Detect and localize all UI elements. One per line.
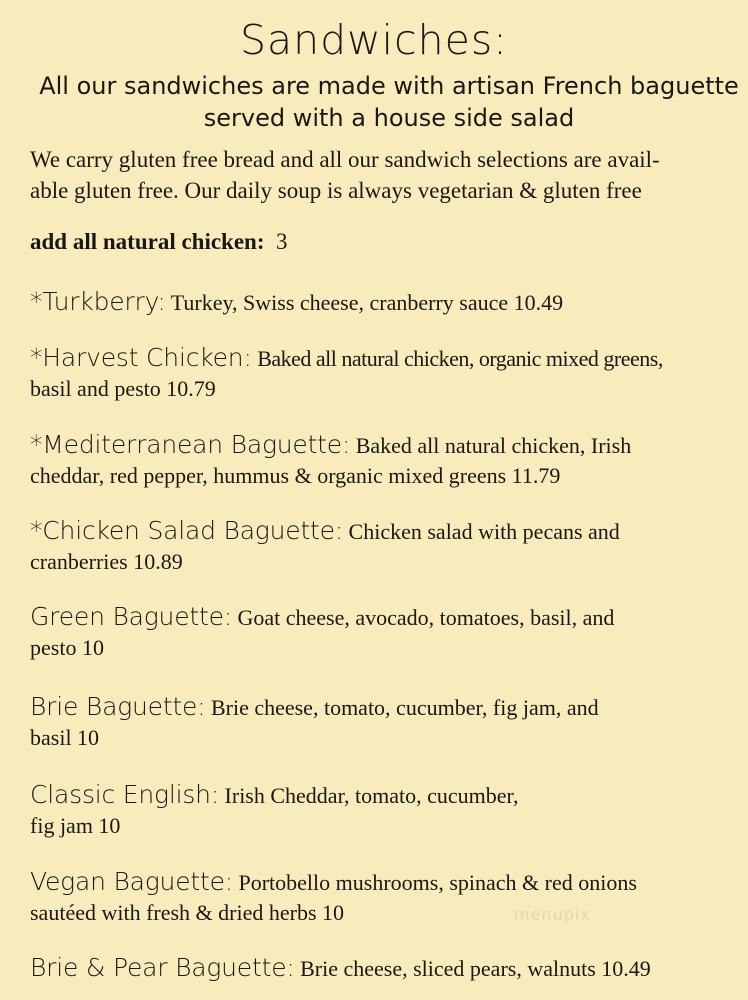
item-description: Baked all natural chicken, organic mixed greens,: [257, 346, 663, 371]
menu-item-green-baguette: [30, 602, 726, 663]
item-name: Green Baguette:: [30, 602, 232, 631]
item-name: *Mediterranean Baguette:: [30, 430, 351, 459]
add-chicken-label: add all natural chicken:: [30, 229, 265, 254]
subtitle: [0, 70, 748, 134]
item-description-cont: cranberries 10.89: [30, 549, 183, 574]
item-name: Brie Baguette:: [30, 692, 206, 721]
item-description-cont: sautéed with fresh & dried herbs 10: [30, 900, 345, 925]
item-description-cont: cheddar, red pepper, hummus & organic mixed greens 11.79: [30, 463, 561, 488]
menu-item-classic-english: [30, 780, 726, 841]
item-description-cont: basil 10: [30, 725, 100, 750]
item-name: *Harvest Chicken:: [30, 343, 252, 372]
item-name: Brie & Pear Baguette:: [30, 953, 295, 982]
item-description: Baked all natural chicken, Irish: [355, 433, 632, 458]
watermark: menupix: [514, 905, 591, 924]
menu-item-turkberry: [30, 287, 726, 318]
menu-item-brie-baguette: [30, 692, 726, 753]
menu-item-brie-pear-baguette: [30, 953, 726, 984]
item-description: Chicken salad with pecans and: [348, 519, 620, 544]
item-description: Goat cheese, avocado, tomatoes, basil, and: [237, 605, 615, 630]
subtitle-line-1: All our sandwiches are made with artisan French baguette: [39, 72, 739, 100]
item-description-cont: basil and pesto 10.79: [30, 376, 216, 401]
item-description-cont: fig jam 10: [30, 813, 121, 838]
page-title: Sandwiches:: [239, 16, 508, 64]
item-name: *Chicken Salad Baguette:: [30, 516, 344, 545]
item-name: Classic English:: [30, 780, 220, 809]
add-chicken-price: 3: [276, 229, 288, 254]
intro-line-1: We carry gluten free bread and all our sandwich selections are avail-: [30, 147, 660, 172]
item-description: Brie cheese, sliced pears, walnuts 10.49: [300, 956, 651, 981]
item-description-cont: pesto 10: [30, 635, 104, 660]
subtitle-line-2: served with a house side salad: [203, 104, 575, 132]
item-name: Vegan Baguette:: [30, 867, 233, 896]
intro-line-2: able gluten free. Our daily soup is always vegetarian & gluten free: [30, 178, 642, 203]
menu-item-mediterranean-baguette: [30, 430, 726, 491]
menu-item-vegan-baguette: [30, 867, 726, 928]
menu-item-harvest-chicken: [30, 343, 726, 404]
gluten-free-note: [30, 144, 730, 206]
add-chicken-note: [30, 227, 288, 257]
item-description: Portobello mushrooms, spinach & red onions: [238, 870, 637, 895]
item-description: Irish Cheddar, tomato, cucumber,: [224, 783, 519, 808]
item-name: *Turkberry:: [30, 287, 166, 316]
item-description: Turkey, Swiss cheese, cranberry sauce 10.49: [170, 290, 564, 315]
menu-item-chicken-salad-baguette: [30, 516, 726, 577]
item-description: Brie cheese, tomato, cucumber, fig jam, and: [210, 695, 599, 720]
